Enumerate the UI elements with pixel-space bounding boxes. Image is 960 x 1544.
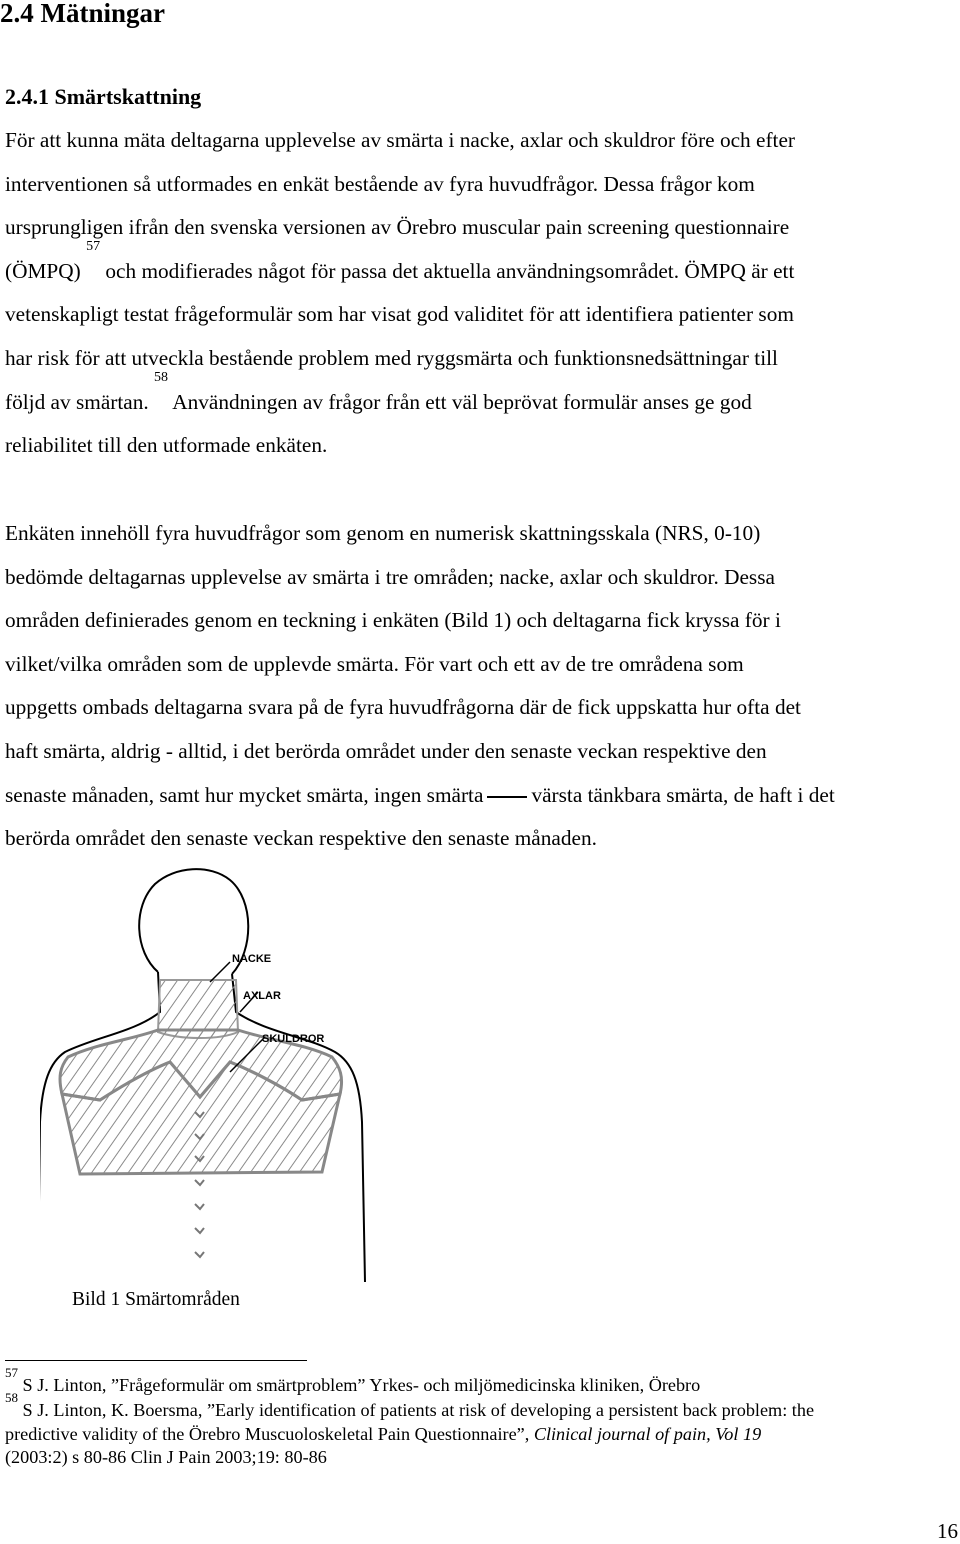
text-line: uppgetts ombads deltagarna svara på de fyra huvudfrågorna där de fick uppskatta hur ofta det	[5, 695, 801, 720]
text-fragment: predictive validity of the Örebro Muscuoloskeletal Pain Questionnaire”,	[5, 1423, 534, 1444]
text-line	[5, 774, 957, 818]
page-number: 16	[937, 1519, 958, 1543]
text-line	[5, 1365, 955, 1398]
text-fragment: Användningen av frågor från ett väl beprövat formulär anses ge god	[168, 389, 752, 414]
footnote-ref-58[interactable]: 58	[154, 369, 169, 385]
back-illustration	[40, 862, 370, 1282]
text-line	[5, 1423, 955, 1447]
text-line: interventionen så utformades en enkät bestående av fyra huvudfrågor. Dessa frågor kom	[5, 171, 755, 196]
text-line: berörda området den senaste veckan respektive den senaste månaden.	[5, 826, 597, 851]
paragraph-1	[5, 119, 957, 468]
text-fragment: senaste månaden, samt hur mycket smärta, ingen smärta	[5, 782, 484, 807]
text-line: haft smärta, aldrig - alltid, i det berörda området under den senaste veckan respektive den	[5, 738, 767, 763]
text-line: bedömde deltagarnas upplevelse av smärta i tre områden; nacke, axlar och skuldror. Dessa	[5, 564, 775, 589]
text-fragment: följd av smärtan.	[5, 389, 155, 414]
text-fragment: (ÖMPQ)	[5, 258, 87, 283]
text-fragment: värsta tänkbara smärta, de haft i det	[531, 782, 835, 807]
text-line: reliabilitet till den utformade enkäten.	[5, 433, 328, 458]
text-line	[5, 369, 957, 425]
footnote-58	[5, 1390, 955, 1470]
text-line: ursprungligen ifrån den svenska versionen av Örebro muscular pain screening questionnaire	[5, 215, 790, 240]
footnote-57	[5, 1365, 955, 1398]
text-line: områden definierades genom en teckning i enkäten (Bild 1) och deltagarna fick kryssa för i	[5, 608, 781, 633]
figure-caption: Bild 1 Smärtområden	[72, 1289, 240, 1310]
em-dash	[487, 796, 527, 798]
footnote-number: 57	[5, 1365, 18, 1380]
footnote-ref-57[interactable]: 57	[86, 238, 101, 254]
text-line: vetenskapligt testat frågeformulär som har visat god validitet för att identifiera patienter som	[5, 302, 794, 327]
subsection-heading: 2.4.1 Smärtskattning	[5, 84, 202, 109]
text-fragment: S J. Linton, K. Boersma, ”Early identification of patients at risk of developing a persistent back problem: the	[18, 1400, 815, 1420]
label-nacke: NACKE	[232, 953, 272, 965]
pain-areas-figure	[40, 862, 370, 1282]
paragraph-2	[5, 512, 957, 861]
text-line: Enkäten innehöll fyra huvudfrågor som genom en numerisk skattningsskala (NRS, 0-10)	[5, 521, 761, 545]
text-line: har risk för att utveckla bestående problem med ryggsmärta och funktionsnedsättningar till	[5, 345, 778, 370]
text-fragment: S J. Linton, ”Frågeformulär om smärtproblem” Yrkes- och miljömedicinska kliniken, Örebro	[18, 1375, 701, 1395]
section-heading: 2.4 Mätningar	[0, 0, 165, 28]
text-line: För att kunna mäta deltagarna upplevelse av smärta i nacke, axlar och skuldror före och efter	[5, 128, 796, 152]
footnote-separator	[5, 1360, 307, 1361]
label-skuldror: SKULDROR	[262, 1033, 325, 1045]
journal-title: Clinical journal of pain, Vol 19	[533, 1423, 762, 1444]
label-axlar: AXLAR	[243, 990, 281, 1002]
text-line: vilket/vilka områden som de upplevde smärta. För vart och ett av de tre områdena som	[5, 651, 744, 676]
text-fragment: och modifierades något för passa det aktuella användningsområdet. ÖMPQ är ett	[100, 258, 795, 283]
footnote-number: 58	[5, 1390, 18, 1405]
text-line	[5, 1390, 955, 1423]
text-line	[5, 238, 957, 294]
text-line: (2003:2) s 80-86 Clin J Pain 2003;19: 80-86	[5, 1447, 327, 1467]
